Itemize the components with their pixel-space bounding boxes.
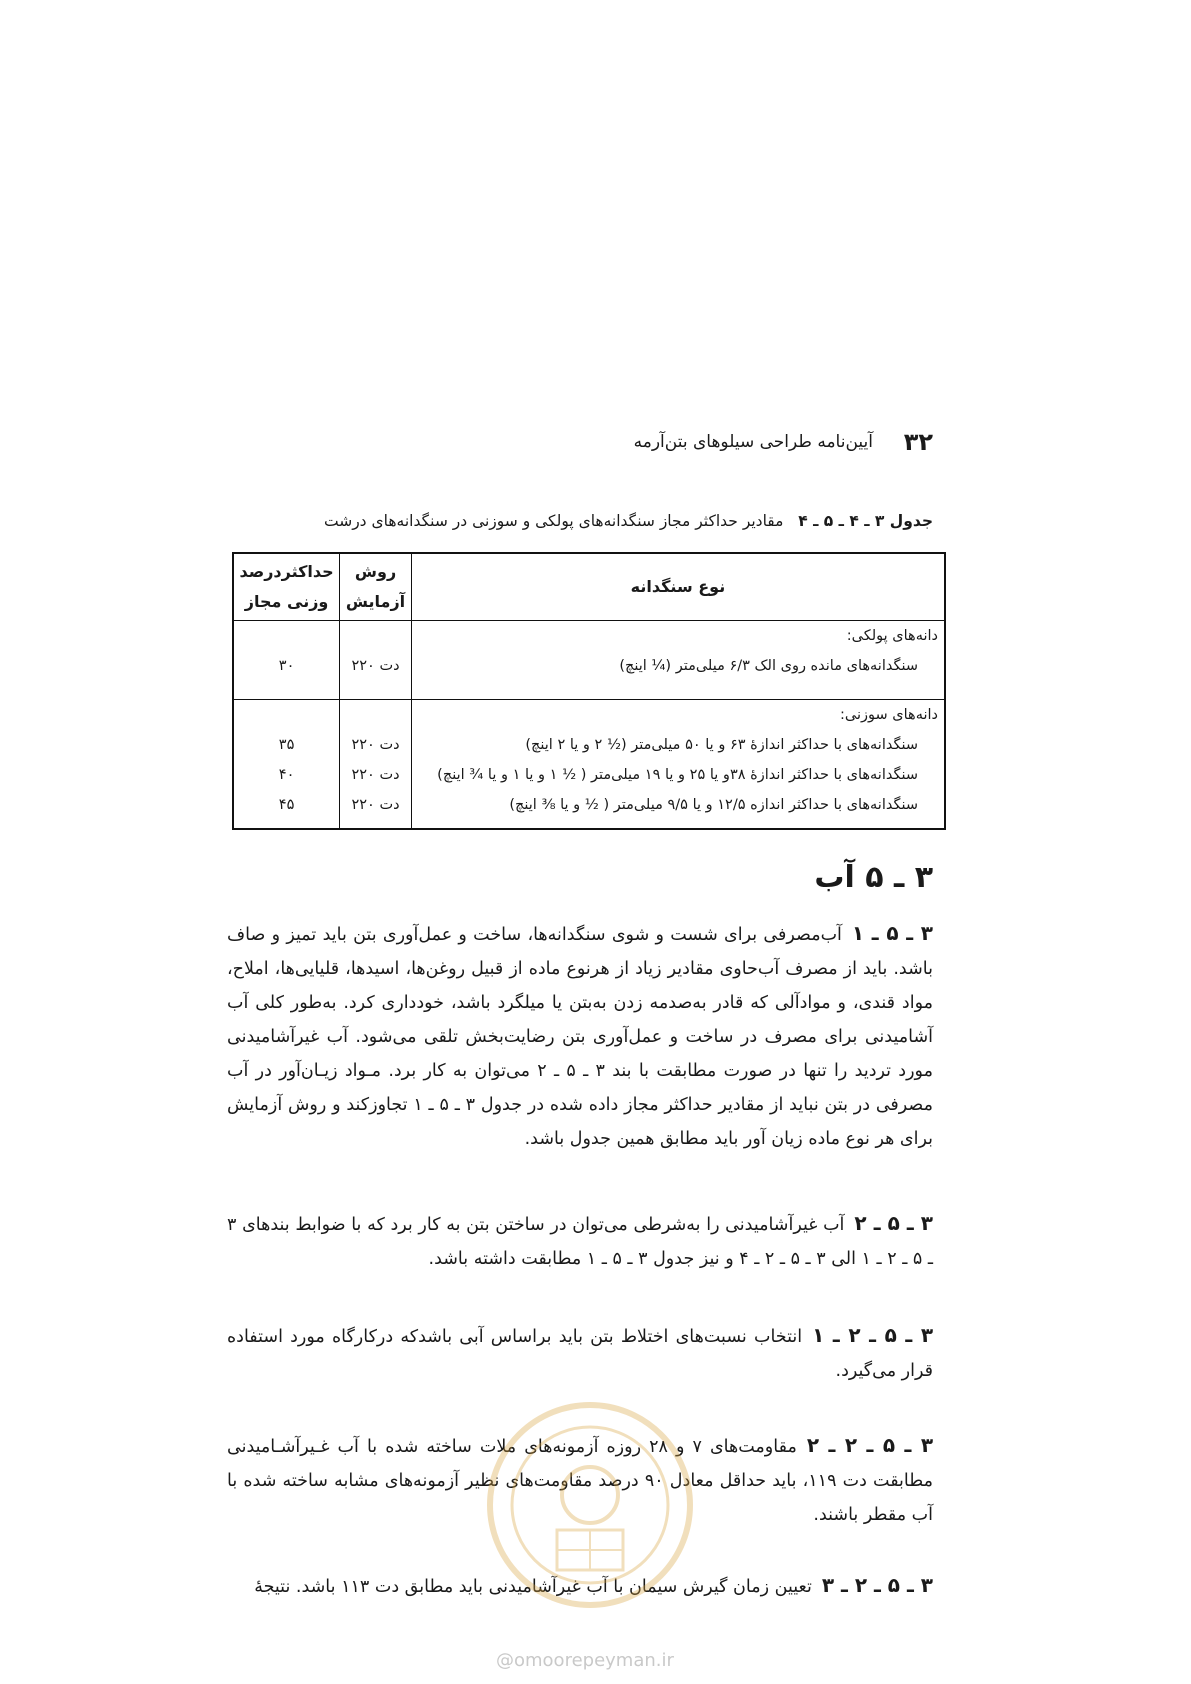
elongated-percent-cell <box>233 700 340 830</box>
watermark-url: omoorepeyman.ir <box>514 1650 674 1671</box>
clause-text: آب غیرآشامیدنی را به‌شرطی می‌توان در ساختن بتن به‌ کار برد که با ضوابط بندهای ۳ ـ ۵ ـ ۲ ـ ۱ الی ۳ ـ ۵ ـ ۲ ـ ۴ و نیز جدول ۳ ـ ۵ ـ ۱ مطابقت داشته باشد. <box>227 1215 933 1269</box>
table-header-row <box>233 553 945 621</box>
clause-number: ۳ ـ ۵ ـ ۲ <box>854 1211 933 1235</box>
table-caption-text: مقادیر حداکثر مجاز سنگدانه‌های پولکی و سوزنی در سنگدانه‌های درشت <box>323 512 784 530</box>
flaky-method-cell <box>340 621 412 700</box>
max-percent-value: ۳۰ <box>278 658 295 674</box>
flaky-type-cell <box>411 621 945 700</box>
clause-text: آب‌مصرفی برای شست و شوی سنگدانه‌ها، ساخت و عمل‌آوری بتن باید تمیز و صاف باشد. باید از مصرف آب‌حاوی مقادیر زیاد از هرنوع ماده از قبیل روغن‌ها، اسیدها، قلیایی‌ها، املاح، مواد قندی، و موادآلی که قادر به‌صدمه زدن به‌بتن یا میلگرد باشد، خودداری کرد. به‌طور کلی آب آشامیدنی برای مصرف در ساخت و عمل‌آوری بتن رضایت‌بخش تلقی می‌شود. آب غیرآشامیدنی مورد تردید را تنها در صورت مطابقت با بند ۳ ـ ۵ ـ ۲ می‌توان به کار برد. مـواد زیـان‌آور در آب مصرفی در بتن نباید از مقادیر حداکثر مجاز داده شده در جدول ۳ ـ ۵ ـ ۱ تجاوزکند و روش آزمایش برای هر نوع ماده زیان آور باید مطابق همین جدول باشد. <box>227 925 933 1149</box>
header-method-line2: آزمایش <box>345 592 406 611</box>
paragraph <box>227 1318 933 1388</box>
table-caption-label: جدول ۳ ـ ۴ ـ ۵ ـ ۴ <box>798 512 933 530</box>
max-percent-value: ۳۵ <box>278 737 295 753</box>
clause-number: ۳ ـ ۵ ـ ۲ ـ ۲ <box>806 1433 934 1457</box>
table-row-text: سنگدانه‌های با حداکثر اندازه ۱۲/۵ و یا ۹/۵ میلی‌متر ( ½ و یا ⅜ اینچ) <box>509 797 918 813</box>
clause-number: ۳ ـ ۵ ـ ۲ ـ ۳ <box>821 1573 933 1597</box>
test-method-value: دت ۲۲۰ <box>351 658 400 674</box>
max-percent-value: ۴۵ <box>278 797 295 813</box>
header-percent-line1: حداکثردرصد <box>239 562 334 581</box>
header-test-method <box>340 553 412 621</box>
table-row-elongated-group <box>233 700 945 830</box>
max-percent-value: ۴۰ <box>278 767 295 783</box>
test-method-value: دت ۲۲۰ <box>351 767 400 783</box>
clause-text: تعیین زمان گیرش سیمان با آب غیرآشامیدنی باید مطابق دت ۱۱۳ باشد. نتیجهٔ <box>254 1577 812 1597</box>
footer-watermark <box>496 1650 674 1671</box>
clause-text: مقاومت‌های ۷ و ۲۸ روزه آزمونه‌های ملات ساخته شده با آب غـیرآشـامیدنی مطابقت دت ۱۱۹، باید حداقل معادل ۹۰ درصد مقاومت‌های نظیر آزمونه‌های مشابه ساخته شده با آب مقطر باشند. <box>227 1437 933 1525</box>
paragraph <box>227 1206 933 1276</box>
table-row-flaky-group <box>233 621 945 700</box>
test-method-value: دت ۲۲۰ <box>351 737 400 753</box>
flaky-percent-cell <box>233 621 340 700</box>
seal-watermark-icon <box>485 1400 695 1610</box>
page-header <box>0 428 1191 458</box>
header-aggregate-type: نوع سنگدانه <box>411 553 945 621</box>
at-icon: @ <box>496 1650 514 1671</box>
clause-number: ۳ ـ ۵ ـ ۱ <box>851 921 933 945</box>
header-percent-line2: وزنی مجاز <box>244 592 329 611</box>
table-caption <box>243 512 933 530</box>
test-method-value: دت ۲۲۰ <box>351 797 400 813</box>
clause-number: ۳ ـ ۵ ـ ۲ ـ ۱ <box>812 1323 934 1347</box>
paragraph <box>227 916 933 1156</box>
table-row-text: سنگدانه‌های با حداکثر اندازهٔ ۶۳ و یا ۵۰ میلی‌متر (½ ۲ و یا ۲ اینچ) <box>525 737 918 753</box>
header-max-percent <box>233 553 340 621</box>
running-title: آیین‌نامه طراحی سیلوهای بتن‌آرمه <box>633 432 873 452</box>
group-title: دانه‌های پولکی: <box>846 628 938 644</box>
header-method-line1: روش <box>354 562 397 581</box>
aggregate-limits-table <box>232 552 946 830</box>
elongated-type-cell <box>411 700 945 830</box>
table-row-text: سنگدانه‌های مانده روی الک ۶/۳ میلی‌متر (¼ اینچ) <box>619 658 918 674</box>
elongated-method-cell <box>340 700 412 830</box>
clause-text: انتخاب نسبت‌های اختلاط بتن باید براساس آبی باشدکه درکارگاه مورد استفاده قرار می‌گیرد. <box>227 1327 933 1381</box>
page-number: ۳۲ <box>903 428 933 456</box>
group-title: دانه‌های سوزنی: <box>840 707 938 723</box>
section-heading: ۳ ـ ۵ آب <box>814 860 933 895</box>
table-row-text: سنگدانه‌های با حداکثر اندازهٔ ۳۸و یا ۲۵ و یا ۱۹ میلی‌متر ( ½ ۱ و یا ۱ و یا ¾ اینچ) <box>437 767 918 783</box>
